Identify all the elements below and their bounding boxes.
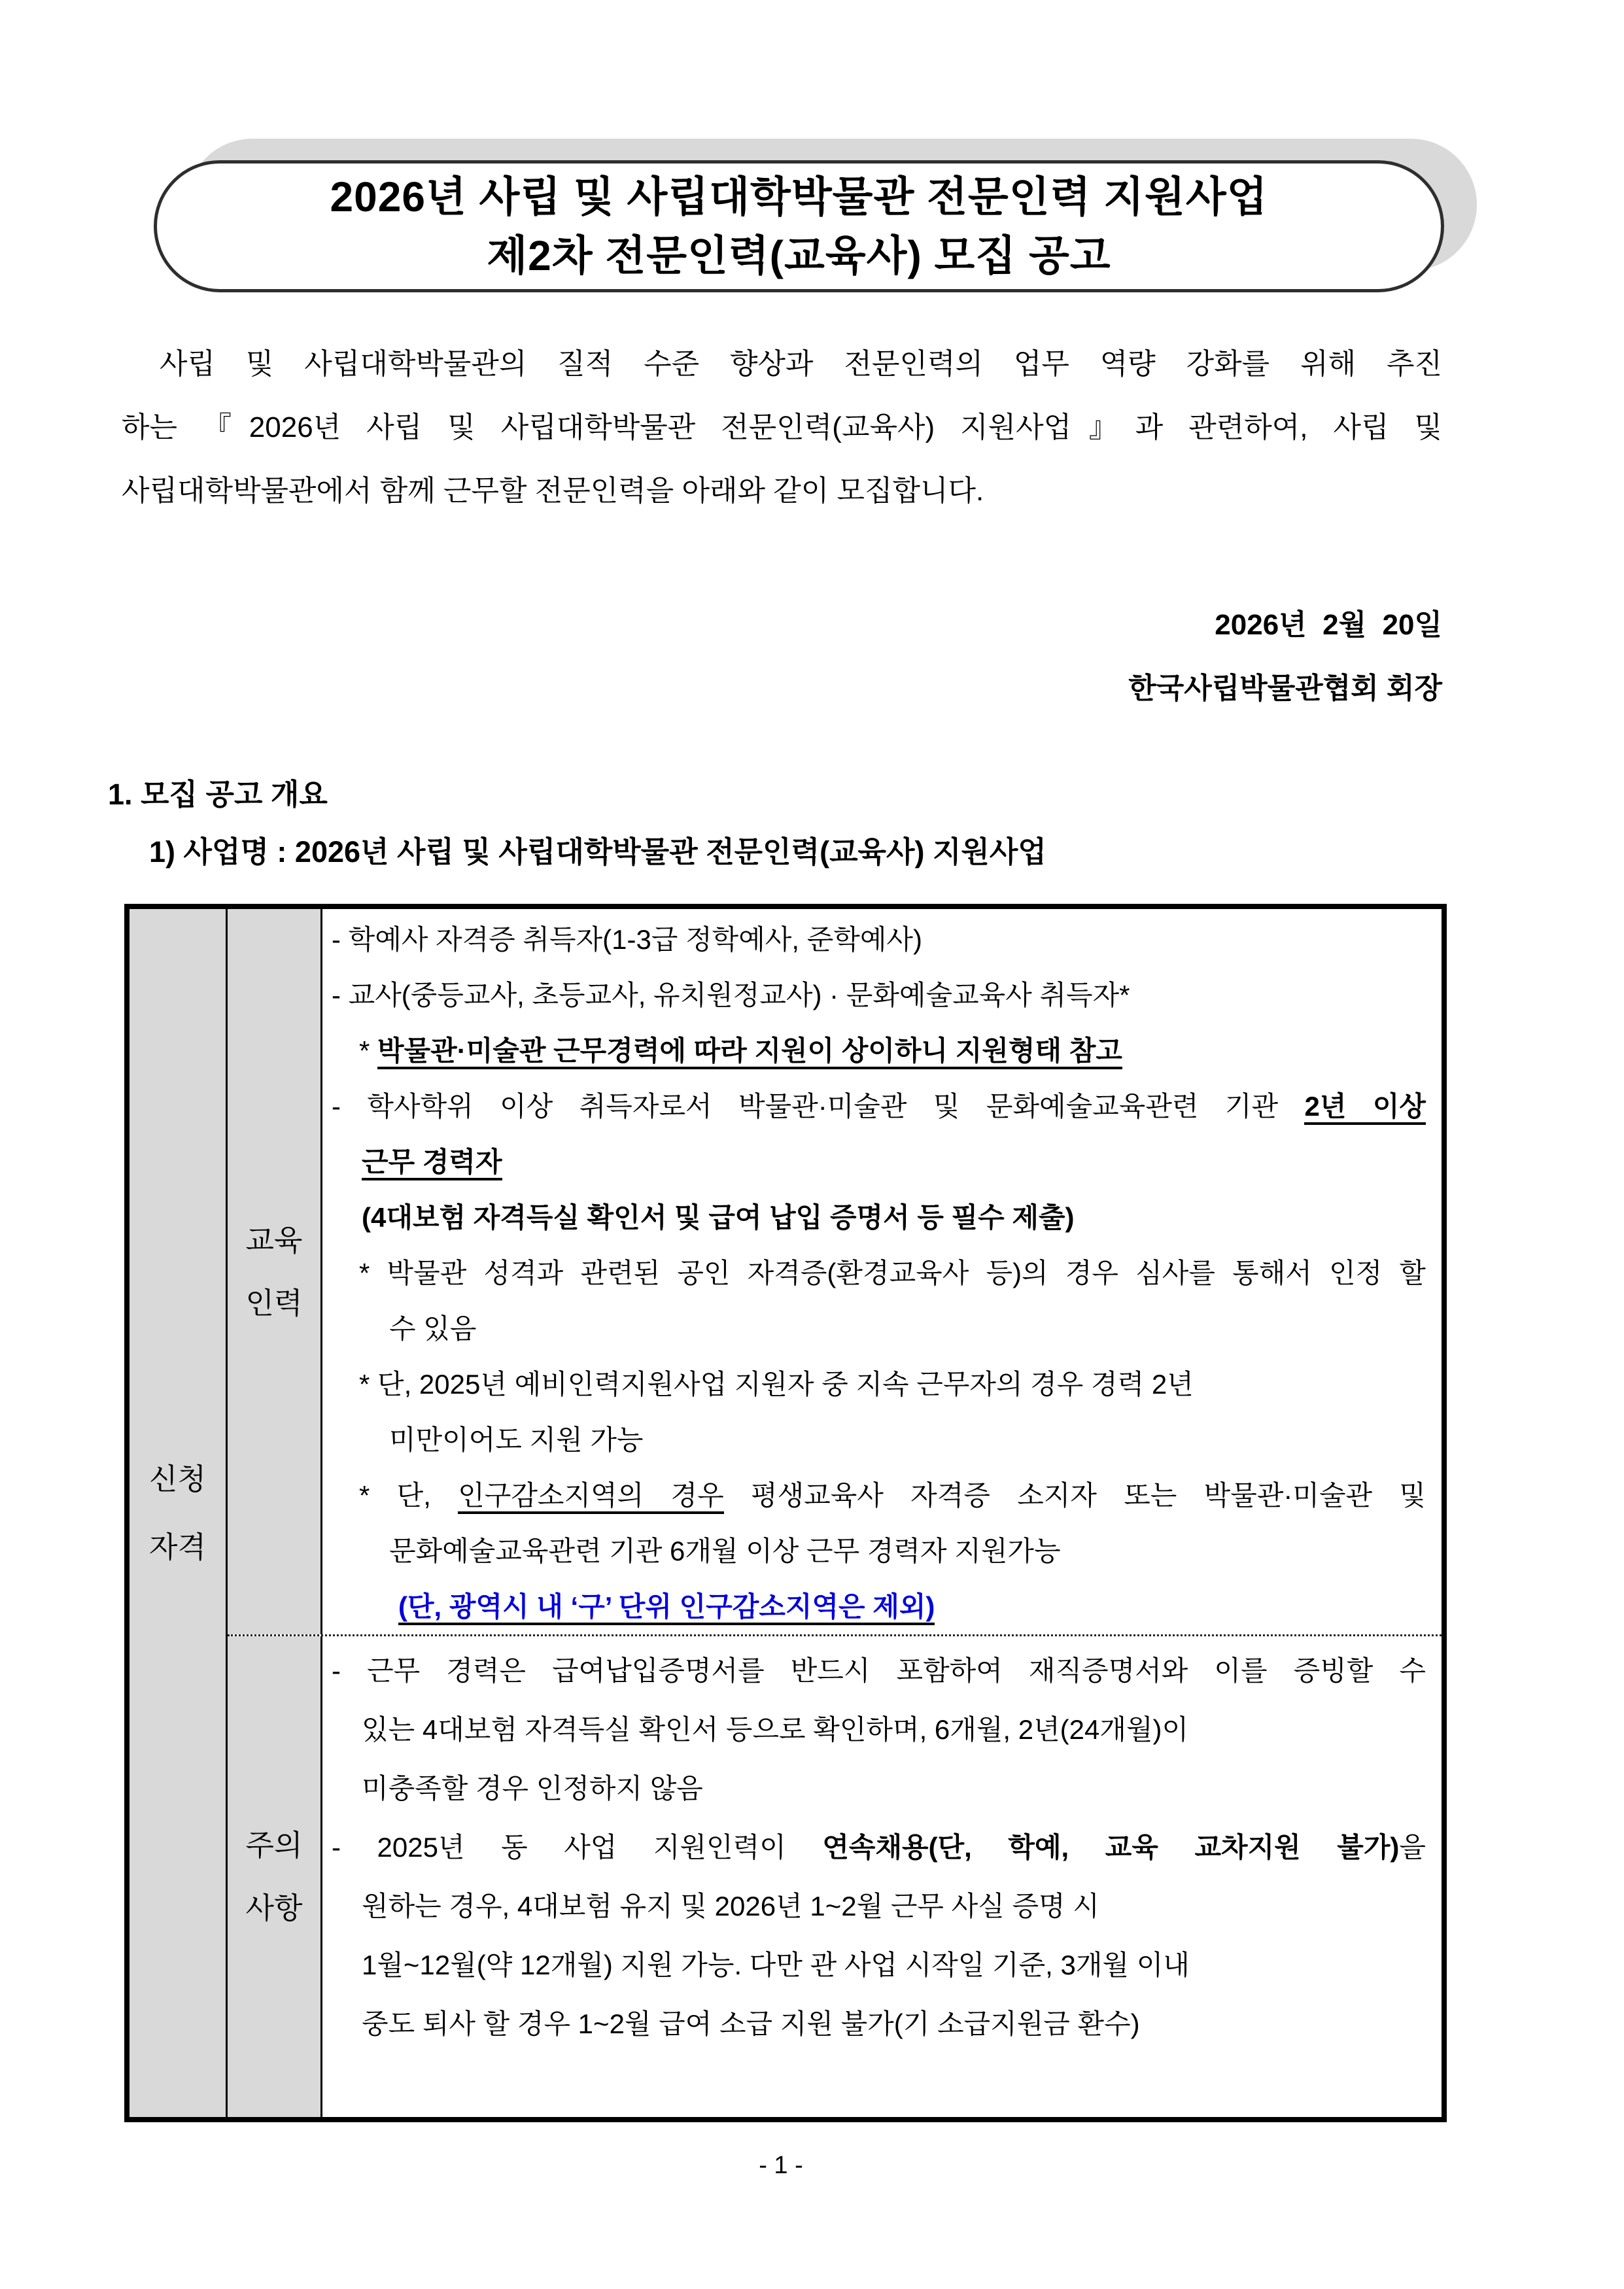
table-line [322, 1468, 1426, 1523]
table-line-segment: (4대보험 자격득실 확인서 및 급여 납입 증명서 등 필수 제출) [362, 1202, 1075, 1233]
title-box [154, 160, 1444, 292]
table-line-segment: 1월~12월(약 12개월) 지원 가능. 다만 관 사업 시작일 기준, 3개월 이내 [362, 1950, 1190, 1980]
table-line [322, 1023, 1426, 1078]
table-row-education-personnel [228, 909, 1442, 1634]
table-line-segment: * 단, [359, 1480, 458, 1511]
table-line-segment: - 교사(중등교사, 초등교사, 유치원정교사) · 문화예술교육사 취득자* [332, 980, 1130, 1010]
intro-line: 사립대학박물관에서 함께 근무할 전문인력을 아래와 같이 모집합니다. [122, 475, 984, 507]
col1-header-line: 신청 [149, 1462, 206, 1496]
table-line-segment: 박물관·미술관 근무경력에 따라 지원이 상이하니 지원형태 참고 [377, 1035, 1122, 1069]
section-subheading: 1) 사업명 : 2026년 사립 및 사립대학박물관 전문인력(교육사) 지원사업 [149, 835, 1046, 869]
table-line-segment: * 박물관 성격과 관련된 공인 자격증(환경교육사 등)의 경우 심사를 통해서 인정 할 [359, 1258, 1426, 1288]
table-line [322, 1078, 1426, 1134]
table-line [322, 1642, 1426, 1700]
intro-line: 사립 및 사립대학박물관의 질적 수준 향상과 전문인력의 업무 역량 강화를 위해 추진 [160, 348, 1442, 380]
table-line-segment: - 학예사 자격증 취득자(1-3급 정학예사, 준학예사) [332, 924, 922, 955]
table-line-segment: 원하는 경우, 4대보험 유지 및 2026년 1~2월 근무 사실 증명 시 [362, 1891, 1099, 1921]
table-line [322, 912, 1426, 967]
intro-line: 하는 『2026년 사립 및 사립대학박물관 전문인력(교육사) 지원사업』과 관련하여, 사립 및 [122, 411, 1442, 443]
table-line [322, 1936, 1426, 1995]
row-header-line: 주의 [245, 1828, 303, 1862]
table-line [322, 1877, 1426, 1936]
table-line [322, 1412, 1426, 1468]
table-line [322, 1301, 1426, 1356]
table-line-segment: 인구감소지역의 경우 [458, 1480, 723, 1514]
table-line-segment: (단, 광역시 내 ‘구’ 단위 인구감소지역은 제외) [398, 1591, 935, 1625]
table-line [322, 1190, 1426, 1245]
table-right-area [228, 909, 1442, 2117]
col1-header-line: 자격 [149, 1530, 206, 1564]
table-line [322, 967, 1426, 1023]
title-line-2: 제2차 전문인력(교육사) 모집 공고 [487, 232, 1111, 279]
table-line [322, 1245, 1426, 1301]
table-line [322, 1579, 1426, 1634]
table-line [322, 1995, 1426, 2054]
table-line-segment: 수 있음 [389, 1313, 477, 1344]
table-line [322, 1134, 1426, 1190]
row-header-line: 교육 [245, 1223, 303, 1257]
table-row-cautions [228, 1634, 1442, 2117]
table-line-segment: 근무 경력자 [362, 1146, 502, 1180]
table-line-segment: 미충족할 경우 인정하지 않음 [362, 1773, 703, 1804]
table-line-segment: * 단, 2025년 예비인력지원사업 지원자 중 지속 근무자의 경우 경력 2년 [359, 1369, 1194, 1400]
table-line-segment: 문화예술교육관련 기관 6개월 이상 근무 경력자 지원가능 [389, 1536, 1061, 1566]
table-line-segment: 중도 퇴사 할 경우 1~2월 급여 소급 지원 불가(기 소급지원금 환수) [362, 2008, 1140, 2039]
table-header-application-qualification [130, 909, 228, 2117]
row-header-education-personnel [228, 909, 322, 1634]
row-header-cautions [228, 1636, 322, 2117]
page-number: - 1 - [759, 2152, 803, 2179]
eligibility-table [124, 904, 1447, 2122]
table-line-segment: 을 [1399, 1832, 1426, 1863]
table-line-segment: 연속채용(단, 학예, 교육 교차지원 불가) [822, 1832, 1400, 1863]
section-heading: 1. 모집 공고 개요 [108, 778, 328, 811]
table-line [322, 1818, 1426, 1877]
row-content-cautions [322, 1636, 1442, 2117]
announcement-signer: 한국사립박물관협회 회장 [1128, 672, 1442, 704]
table-line [322, 1523, 1426, 1579]
announcement-date: 2026년 2월 20일 [1215, 609, 1442, 641]
row-content-education-personnel [322, 909, 1442, 1634]
table-line-segment: - 학사학위 이상 취득자로서 박물관·미술관 및 문화예술교육관련 기관 [332, 1091, 1305, 1122]
table-line [322, 1759, 1426, 1818]
table-line-segment: 있는 4대보험 자격득실 확인서 등으로 확인하며, 6개월, 2년(24개월)이 [362, 1714, 1189, 1745]
title-line-1: 2026년 사립 및 사립대학박물관 전문인력 지원사업 [330, 173, 1268, 220]
row-header-line: 사항 [245, 1891, 303, 1925]
table-line-segment: 평생교육사 자격증 소지자 또는 박물관·미술관 및 [723, 1480, 1426, 1511]
table-line-segment: * [359, 1035, 378, 1066]
row-header-line: 인력 [245, 1286, 303, 1320]
date-signature-block [1128, 593, 1442, 720]
table-line [322, 1700, 1426, 1759]
table-line-segment: 2년 이상 [1304, 1091, 1426, 1125]
table-line-segment: - 2025년 동 사업 지원인력이 [332, 1832, 823, 1863]
table-line-segment: 미만이어도 지원 가능 [389, 1424, 644, 1455]
intro-paragraph [122, 332, 1442, 523]
table-line-segment: - 근무 경력은 급여납입증명서를 반드시 포함하여 재직증명서와 이를 증빙할 수 [332, 1655, 1426, 1686]
table-line [322, 1356, 1426, 1412]
